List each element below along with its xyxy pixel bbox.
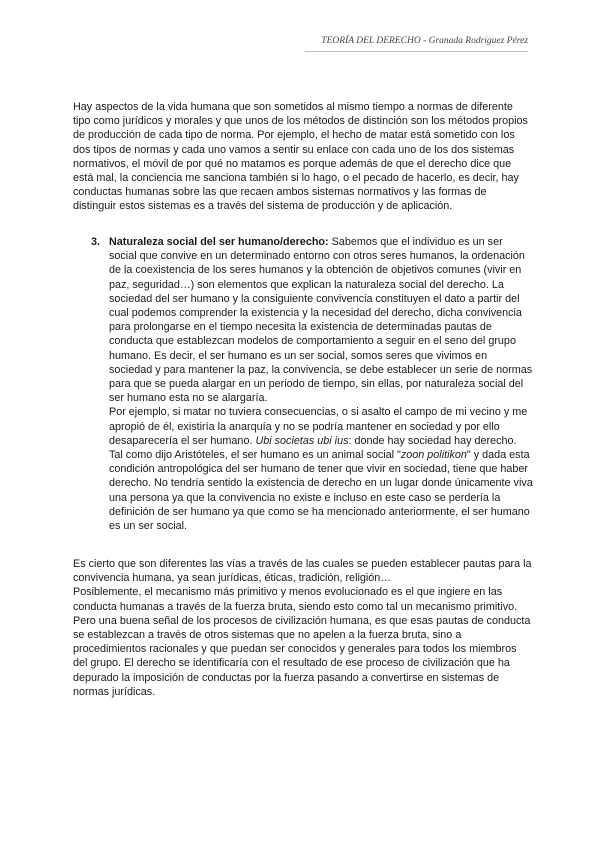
greek-phrase: zoon politikon <box>400 449 467 462</box>
closing-paragraph: Posiblemente, el mecanismo más primitivo y menos evolucionado es el que ingiere en las conducta humanas a través de la fuerza bruta, siendo esto como tal un mecanismo primitivo. <box>73 586 518 613</box>
list-item-number: 3. <box>91 236 101 248</box>
header-divider <box>305 51 528 52</box>
page-header: TEORÍA DEL DERECHO - Granada Rodríguez Pérez <box>321 36 528 46</box>
latin-phrase: Ubi societas ubi ius <box>255 434 349 447</box>
list-item-text-4: " y dada esta condición antropológica del ser humano de tener que vivir en sociedad, tiene que haber derecho. No tendría sentido la existencia de derecho en un lugar donde únicamente viva una persona ya que la convivencia no existe e incluso en este caso se perdería la definición de ser humano ya que como se ha mencionado anteriormente, el ser humano es un ser social. <box>109 449 533 533</box>
list-item-heading: Naturaleza social del ser humano/derecho: <box>109 236 329 248</box>
closing-paragraph: Pero una buena señal de los procesos de civilización humana, es que esas pautas de conducta se establezcan a través de otros sistemas que no apelen a la fuerza bruta, sino a procedimientos racionales y que puedan ser conocidos y generales para todos los miembros del grupo. El derecho se identificaría con el resultado de ese proceso de civilización que ha depurado la imposición de conductas por la fuerza pasando a convertirse en sistemas de normas jurídicas. <box>73 614 531 698</box>
intro-paragraph: Hay aspectos de la vida humana que son sometidos al mismo tiempo a normas de diferente tipo como jurídicos y morales y que unos de los métodos de distinción son los métodos propios de producción de cada tipo de norma. Por ejemplo, el hecho de matar está sometido con los dos tipos de normas y cada uno vamos a sentir su enlace con cada uno de los dos sistemas normativos, el móvil de por qué no matamos es porque además de que el derecho dice que está mal, la conciencia me sanciona también si lo hago, o el pecado de hacerlo, es decir, hay conductas humanas sobre las que recaen ambos sistemas normativos y las formas de distinguir estos sistemas es a través del sistema de producción y de aplicación. <box>73 101 528 213</box>
list-item-body <box>109 235 533 533</box>
list-item-text-3: : donde hay sociedad hay derecho. Tal como dijo Aristóteles, el ser humano es un animal social " <box>109 434 517 462</box>
list-item-text-2: Por ejemplo, si matar no tuviera consecuencias, o si asalto el campo de mi vecino y me apropió de él, existiría la anarquía y no se podría mantener en sociedad y por ello desaparecería el ser humano. <box>109 406 528 447</box>
list-item-text-1: Sabemos que el individuo es un ser social que convive en un determinado entorno con otros seres humanos, la ordenación de la coexistencia de los seres humanos y la obtención de objetivos comunes (vivir en paz, seguridad…) son elementos que explican la naturaleza social del derecho. La sociedad del ser humano y la consiguiente convivencia constituyen el dato a partir del cual podemos comprender la existencia y la necesidad del derecho, dicha convivencia para prolongarse en el tiempo necesita la existencia de determinadas pautas de conducta que establezcan modelos de comportamiento a seguir en el seno del grupo humano. Es decir, el ser humano es un ser social, somos seres que vivimos en sociedad y para mantener la paz, la convivencia, se debe establecer un serie de normas para que se pueda alargar en un periodo de tiempo, sin ellas, por naturaleza social del ser humano esta no se alargaría. <box>109 236 533 405</box>
closing-paragraph: Es cierto que son diferentes las vías a través de las cuales se pueden establecer pautas para la convivencia humana, ya sean jurídicas, éticas, tradición, religión… <box>73 558 532 585</box>
closing-section <box>73 557 533 699</box>
